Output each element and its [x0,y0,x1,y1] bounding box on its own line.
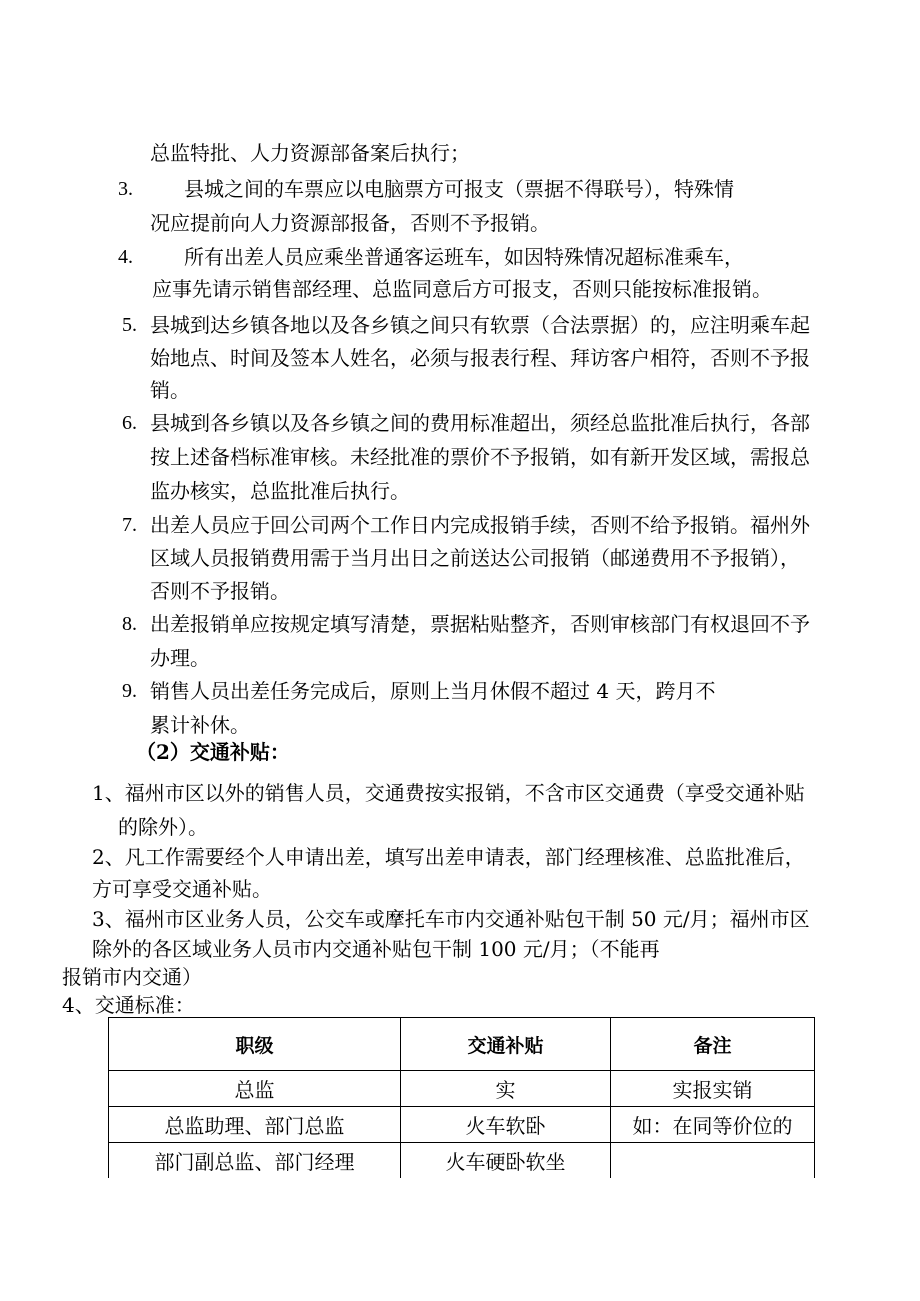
para-1-line-1: 1、福州市区以外的销售人员，交通费按实报销，不含市区交通费（享受交通补贴 [92,781,805,805]
item-9-line-1: 销售人员出差任务完成后，原则上当月休假不超过 4 天，跨月不 [150,679,716,703]
traffic-standard-table [108,1017,815,1178]
cell-remarks: 实报实销 [611,1071,815,1107]
table-row [109,1143,815,1179]
item-2-continuation: 总监特批、人力资源部备案后执行； [150,141,470,165]
section-heading-traffic-subsidy: （2）交通补贴： [136,740,290,764]
cell-rank: 总监 [109,1071,401,1107]
header-remarks: 备注 [611,1018,815,1071]
item-9-number: 9. [122,680,137,702]
header-rank: 职级 [109,1018,401,1071]
cell-rank: 部门副总监、部门经理 [109,1143,401,1179]
item-7-line-1: 出差人员应于回公司两个工作日内完成报销手续，否则不给予报销。福州外 [150,513,810,537]
para-2-line-2: 方可享受交通补贴。 [92,877,272,901]
item-7-number: 7. [122,514,137,536]
item-6-line-1: 县城到各乡镇以及各乡镇之间的费用标准超出，须经总监批准后执行，各部 [150,411,810,435]
item-8-line-1: 出差报销单应按规定填写清楚，票据粘贴整齐，否则审核部门有权退回不予 [150,612,810,636]
item-5-line-2: 始地点、时间及签本人姓名，必须与报表行程、拜访客户相符，否则不予报 [150,346,810,370]
item-7-line-2: 区域人员报销费用需于当月出日之前送达公司报销（邮递费用不予报销）， [150,546,800,570]
item-5-line-1: 县城到达乡镇各地以及各乡镇之间只有软票（合法票据）的，应注明乘车起 [150,313,810,337]
item-4-number: 4. [118,246,133,268]
para-3-line-3: 报销市内交通） [62,965,202,989]
para-3-line-1: 3、福州市区业务人员，公交车或摩托车市内交通补贴包干制 50 元/月；福州市区 [92,907,810,931]
item-6-number: 6. [122,412,137,434]
cell-remarks: 如：在同等价位的 [611,1107,815,1143]
item-7-line-3: 否则不予报销。 [150,579,290,603]
cell-remarks [611,1143,815,1179]
item-4-line-1: 所有出差人员应乘坐普通客运班车，如因特殊情况超标准乘车， [184,245,744,269]
table-header-row [109,1018,815,1071]
table-row [109,1071,815,1107]
table-row [109,1107,815,1143]
item-4-line-2: 应事先请示销售部经理、总监同意后方可报支，否则只能按标准报销。 [152,277,772,301]
cell-rank: 总监助理、部门总监 [109,1107,401,1143]
para-1-line-2: 的除外）。 [118,815,208,839]
item-5-line-3: 销。 [150,378,190,402]
header-subsidy: 交通补贴 [401,1018,611,1071]
cell-subsidy: 火车软卧 [401,1107,611,1143]
item-5-number: 5. [122,314,137,336]
item-3-line-2: 况应提前向人力资源部报备，否则不予报销。 [150,211,550,235]
cell-subsidy: 火车硬卧软坐 [401,1143,611,1179]
item-6-line-2: 按上述备档标准审核。未经批准的票价不予报销，如有新开发区域，需报总 [150,445,810,469]
cell-subsidy: 实 [401,1071,611,1107]
para-2-line-1: 2、凡工作需要经个人申请出差，填写出差申请表，部门经理核准、总监批准后， [92,845,805,869]
item-3-line-1: 县城之间的车票应以电脑票方可报支（票据不得联号），特殊情 [184,177,734,201]
item-3-number: 3. [118,178,133,200]
para-3-line-2: 除外的各区域业务人员市内交通补贴包干制 100 元/月；（不能再 [92,937,660,961]
item-8-number: 8. [122,613,137,635]
item-8-line-2: 办理。 [150,646,210,670]
para-4-traffic-standard: 4、交通标准： [62,993,195,1017]
item-6-line-3: 监办核实，总监批准后执行。 [150,479,410,503]
item-9-line-2: 累计补休。 [150,713,250,737]
